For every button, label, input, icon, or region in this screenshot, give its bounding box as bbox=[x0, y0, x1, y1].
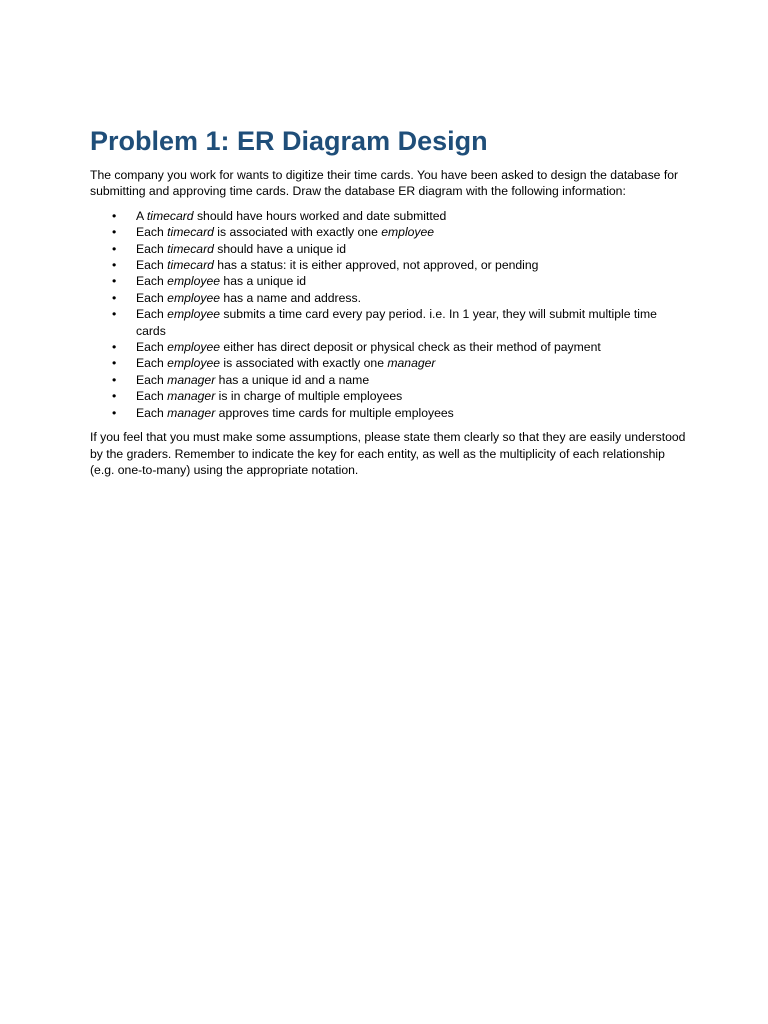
bullet-icon: • bbox=[112, 274, 117, 289]
list-item: • A timecard should have hours worked and date submitted bbox=[112, 208, 447, 223]
bullet-icon: • bbox=[112, 307, 117, 322]
document-page bbox=[90, 124, 690, 486]
intro-paragraph: The company you work for wants to digitize their time cards. You have been asked to design the database for submitting and approving time cards. Draw the database ER diagram with the following information: bbox=[90, 168, 679, 199]
list-item: • Each employee is associated with exactly one manager bbox=[112, 356, 436, 371]
list-item: • Each manager is in charge of multiple employees bbox=[112, 389, 403, 404]
list-item: • Each employee has a unique id bbox=[112, 274, 307, 289]
page-title: Problem 1: ER Diagram Design bbox=[90, 126, 488, 156]
bullet-icon: • bbox=[112, 258, 117, 273]
bullet-icon: • bbox=[112, 405, 117, 420]
closing-paragraph: If you feel that you must make some assumptions, please state them clearly so that they are easily understood by the graders. Remember to indicate the key for each entity, as well as the multiplicity of each relationship (e.g. one-to-many) using the appropriate notation. bbox=[90, 430, 686, 477]
bullet-icon: • bbox=[112, 356, 117, 371]
bullet-icon: • bbox=[112, 241, 117, 256]
list-item: • Each timecard is associated with exactly one employee bbox=[112, 225, 435, 240]
list-item: • Each timecard should have a unique id bbox=[112, 241, 347, 256]
bullet-icon: • bbox=[112, 389, 117, 404]
list-item: • Each employee has a name and address. bbox=[112, 290, 361, 305]
list-item: • Each employee submits a time card every pay period. i.e. In 1 year, they will submit multiple time cards bbox=[112, 307, 657, 338]
list-item: • Each manager has a unique id and a name bbox=[112, 372, 370, 387]
bullet-icon: • bbox=[112, 340, 117, 355]
list-item: • Each timecard has a status: it is either approved, not approved, or pending bbox=[112, 258, 539, 273]
bullet-icon: • bbox=[112, 225, 117, 240]
bullet-icon: • bbox=[112, 208, 117, 223]
requirements-list bbox=[90, 208, 690, 421]
list-item: • Each manager approves time cards for multiple employees bbox=[112, 405, 454, 420]
bullet-icon: • bbox=[112, 290, 117, 305]
bullet-icon: • bbox=[112, 372, 117, 387]
list-item: • Each employee either has direct deposit or physical check as their method of payment bbox=[112, 340, 601, 355]
